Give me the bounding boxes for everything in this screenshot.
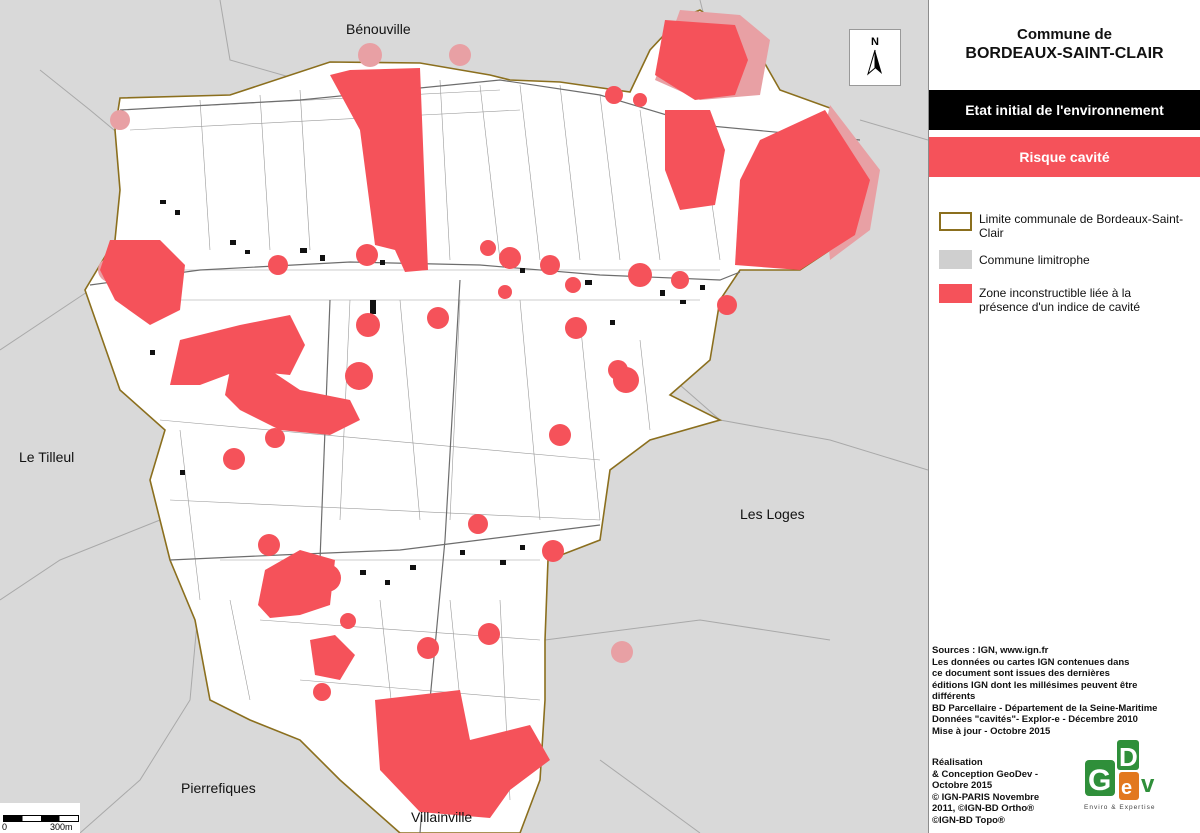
commune-area — [85, 10, 870, 833]
credits-line: Octobre 2015 — [932, 780, 993, 791]
sources-block — [932, 645, 1167, 737]
title-line-2: BORDEAUX-SAINT-CLAIR — [965, 45, 1164, 62]
sources-line: BD Parcellaire - Département de la Seine-Maritime — [932, 702, 1158, 714]
credits-line: © IGN-PARIS Novembre — [932, 791, 1040, 803]
place-label-les-loges: Les Loges — [740, 506, 805, 522]
place-label-pierrefiques: Pierrefiques — [181, 780, 256, 796]
sources-line: Les données ou cartes IGN contenues dans — [932, 656, 1130, 668]
title-line-1: Commune de — [1016, 26, 1112, 43]
svg-text:G: G — [1088, 764, 1112, 797]
sources-line: Sources : IGN, www.ign.fr — [932, 645, 1049, 656]
boundary-swatch — [939, 212, 972, 231]
neighbour-swatch — [939, 250, 972, 269]
credits-line: 2011, ©IGN-BD Ortho® — [932, 803, 1035, 814]
credits-block — [932, 757, 1072, 826]
sources-line: différents — [932, 691, 976, 702]
legend-label-boundary: Limite communale de Bordeaux-Saint-Clair — [979, 212, 1184, 240]
scale-bar-graphic — [3, 815, 79, 822]
sources-line: éditions IGN dont les millésimes peuvent être — [932, 679, 1138, 691]
scale-start: 0 — [2, 822, 8, 832]
sources-line: Données "cavités"- Explor-e - Décembre 2010 — [932, 714, 1138, 725]
place-label-villainville: Villainville — [411, 809, 473, 825]
scale-end: 300m — [50, 822, 73, 832]
place-label-benouville: Bénouville — [346, 21, 411, 37]
legend-label-neighbour: Commune limitrophe — [979, 253, 1090, 267]
credits-line: ©IGN-BD Topo® — [932, 814, 1005, 826]
sources-line: ce document sont issues des dernières — [932, 668, 1110, 679]
place-label-le-tilleul: Le Tilleul — [19, 449, 75, 465]
map-subject-band: Risque cavité — [929, 137, 1200, 177]
legend-panel — [929, 0, 1200, 833]
svg-text:D: D — [1119, 742, 1138, 772]
north-arrow — [849, 29, 901, 86]
sources-line: Mise à jour - Octobre 2015 — [932, 725, 1051, 737]
svg-text:e: e — [1121, 777, 1133, 799]
scale-bar — [0, 803, 80, 833]
risk-zone-swatch — [939, 284, 972, 303]
logo-tagline: Enviro & Expertise — [1084, 804, 1156, 811]
theme-band: Etat initial de l'environnement — [929, 90, 1200, 130]
svg-text:v: v — [1141, 771, 1155, 798]
credits-line: Réalisation — [932, 757, 983, 768]
legend-label-risk-zone: Zone inconstructible liée à la présence d'un indice de cavité — [979, 286, 1141, 314]
geodev-logo-icon — [1079, 738, 1171, 804]
north-label: N — [871, 36, 879, 48]
credits-line: & Conception GeoDev - — [932, 768, 1039, 780]
geodev-logo — [1079, 738, 1171, 816]
north-arrow-icon — [850, 30, 900, 85]
